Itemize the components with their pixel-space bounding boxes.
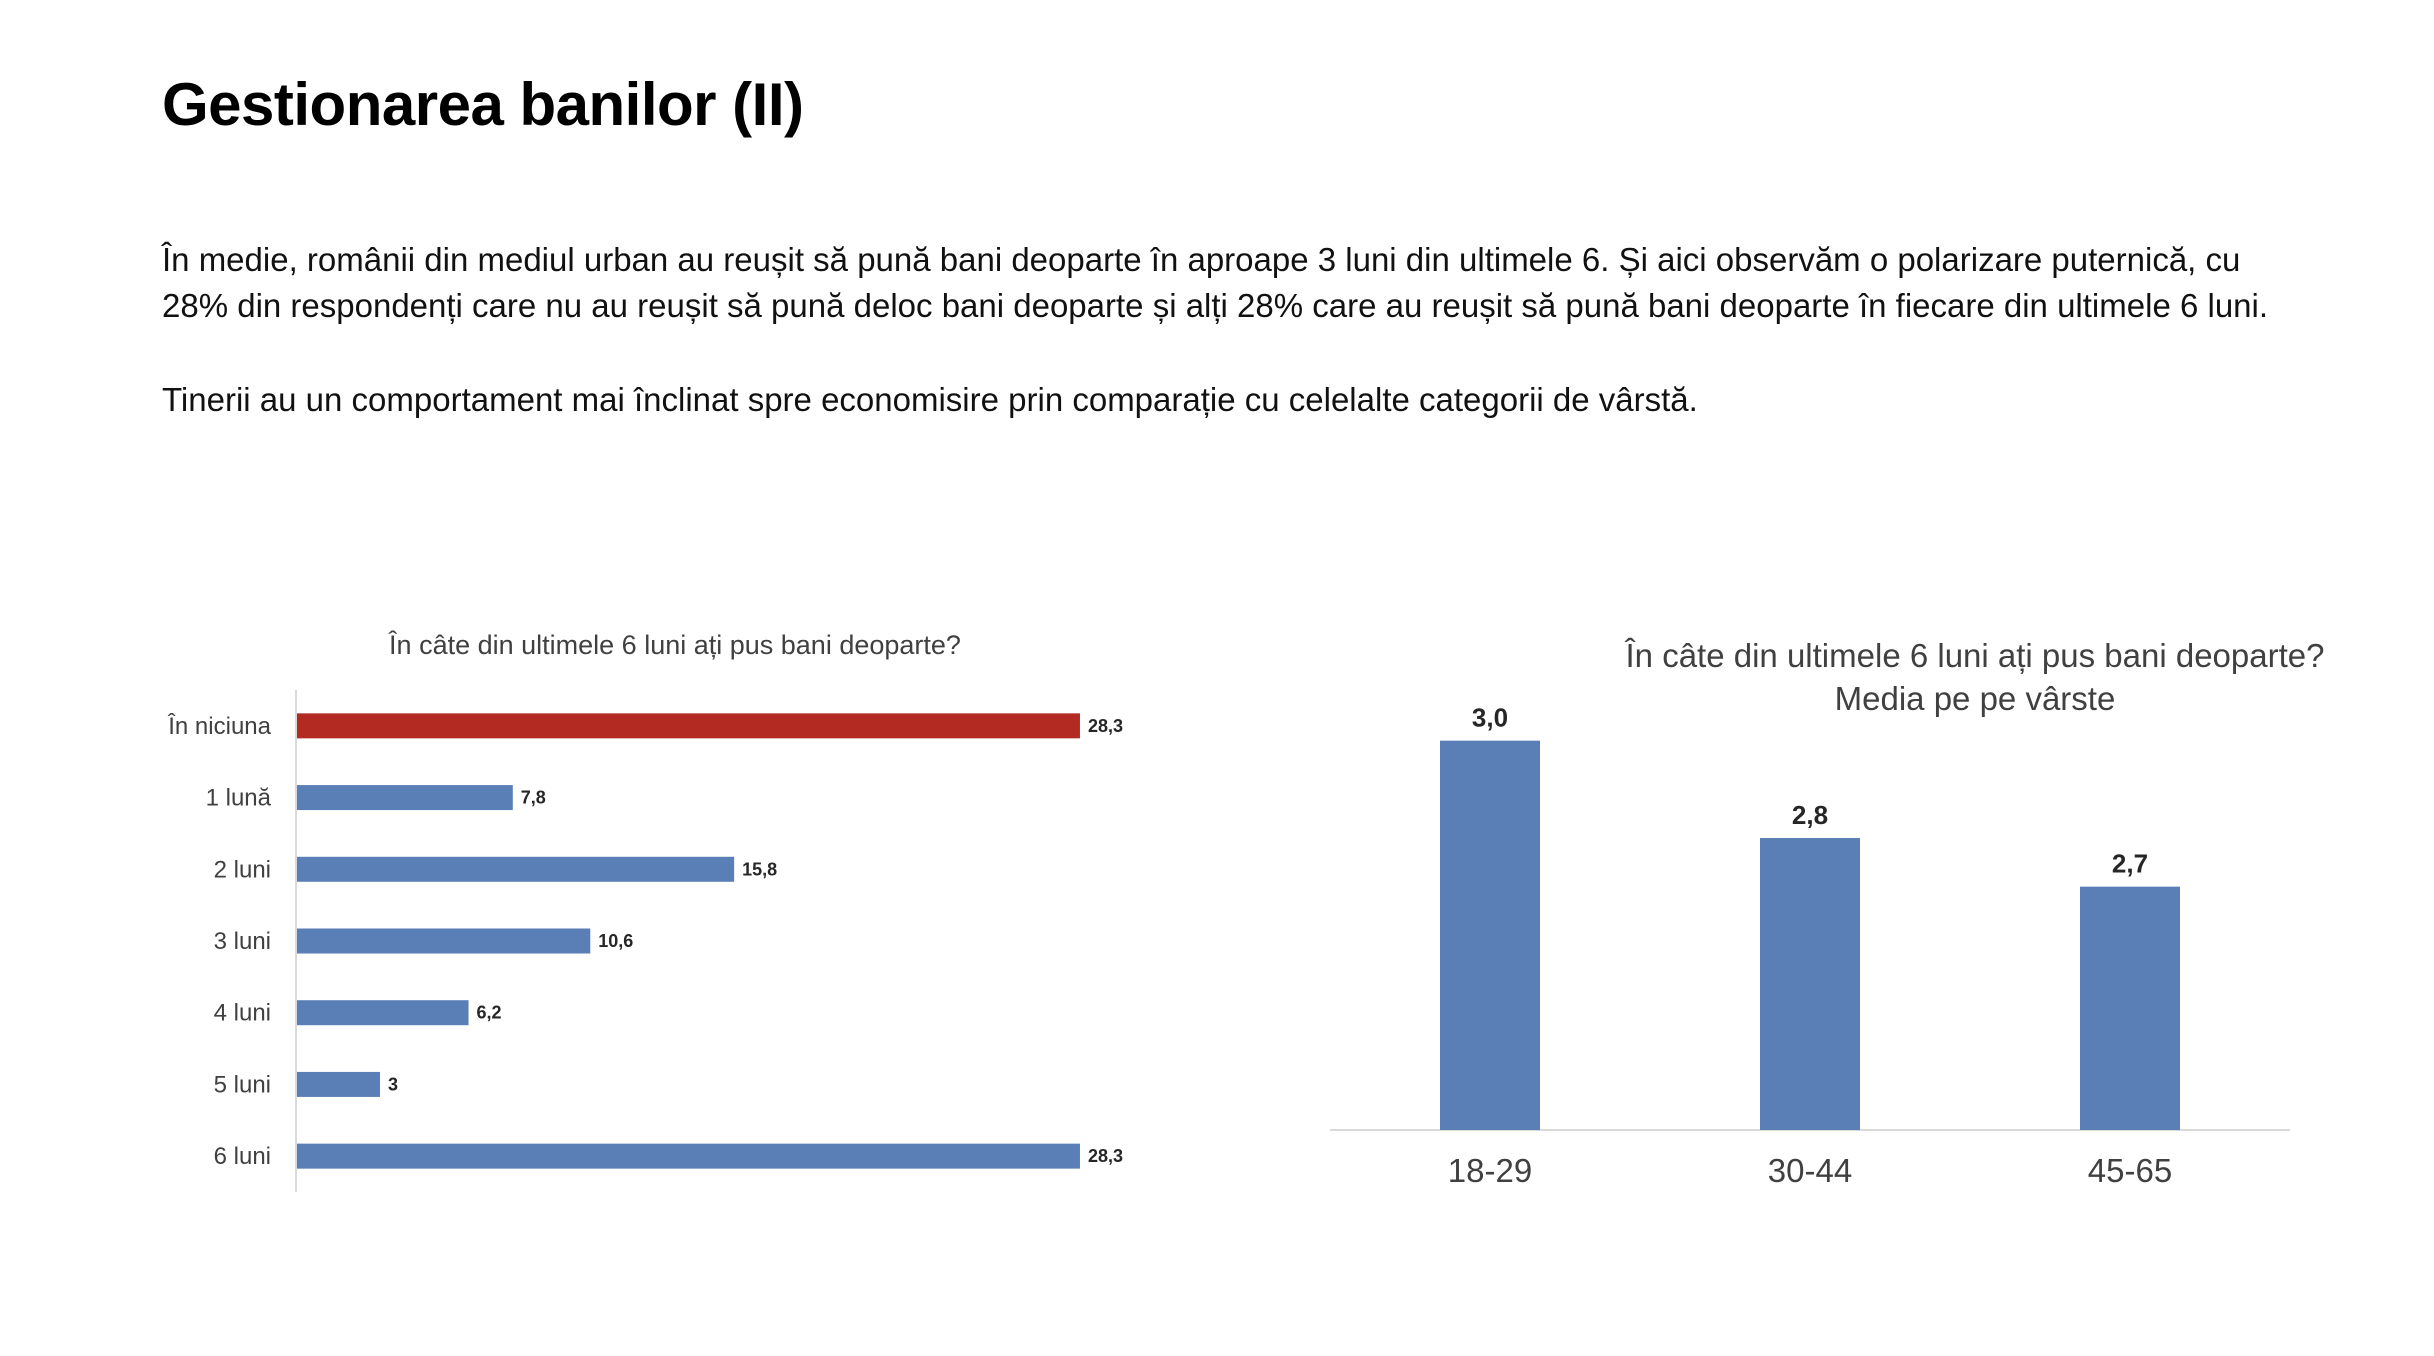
months-bar — [297, 929, 590, 954]
months-bar — [297, 857, 734, 882]
months-category-label: 4 luni — [213, 999, 271, 1027]
months-category-label: 6 luni — [213, 1143, 271, 1171]
age-column — [1760, 838, 1860, 1130]
months-value-label: 6,2 — [476, 1002, 502, 1023]
age-category-label: 45-65 — [2087, 1152, 2173, 1189]
age-chart-subtitle: Media pe pe vârste — [1834, 680, 2116, 717]
months-bar — [297, 713, 1080, 738]
months-value-label: 10,6 — [598, 931, 634, 951]
age-value-label: 2,7 — [2111, 848, 2149, 879]
months-value-label: 7,8 — [520, 787, 546, 808]
intro-paragraph: În medie, românii din mediul urban au reușit să pună bani deoparte în aproape 3 luni din ultimele 6. Și aici observăm o polarizare puternică, cu 28% din respondenți care nu au reușit să pună deloc bani deoparte și alți 28% care au reușit să pună bani deoparte în fiecare din ultimele 6 luni. — [162, 241, 2269, 324]
months-bar — [297, 1144, 1080, 1169]
months-value-label: 28,3 — [1087, 1146, 1124, 1167]
months-category-label: 1 lună — [205, 784, 271, 812]
months-category-label: 3 luni — [213, 928, 271, 955]
months-category-label: 5 luni — [213, 1071, 271, 1099]
months-value-label: 3 — [388, 1074, 399, 1095]
months-bar — [297, 785, 513, 810]
months-bar — [297, 1000, 469, 1025]
slide-title: Gestionarea banilor (II) — [162, 71, 804, 138]
age-chart-title-line: În câte din ultimele 6 luni ați pus bani deoparte? — [1625, 637, 2325, 674]
months-category-label: 2 luni — [213, 856, 271, 884]
months-bar — [297, 1072, 380, 1097]
youth-paragraph: Tinerii au un comportament mai înclinat spre economisire prin comparație cu celelalte categorii de vârstă. — [162, 381, 1698, 418]
months-category-label: În niciuna — [168, 712, 271, 740]
age-column — [2080, 887, 2180, 1130]
age-category-label: 18-29 — [1447, 1152, 1533, 1189]
age-value-label: 3,0 — [1471, 702, 1509, 733]
age-category-label: 30-44 — [1767, 1152, 1853, 1189]
age-value-label: 2,8 — [1791, 800, 1829, 830]
months-chart-title: În câte din ultimele 6 luni ați pus bani deoparte? — [389, 630, 961, 660]
age-column — [1440, 741, 1540, 1130]
months-value-label: 15,8 — [742, 859, 778, 880]
months-value-label: 28,3 — [1087, 715, 1124, 736]
